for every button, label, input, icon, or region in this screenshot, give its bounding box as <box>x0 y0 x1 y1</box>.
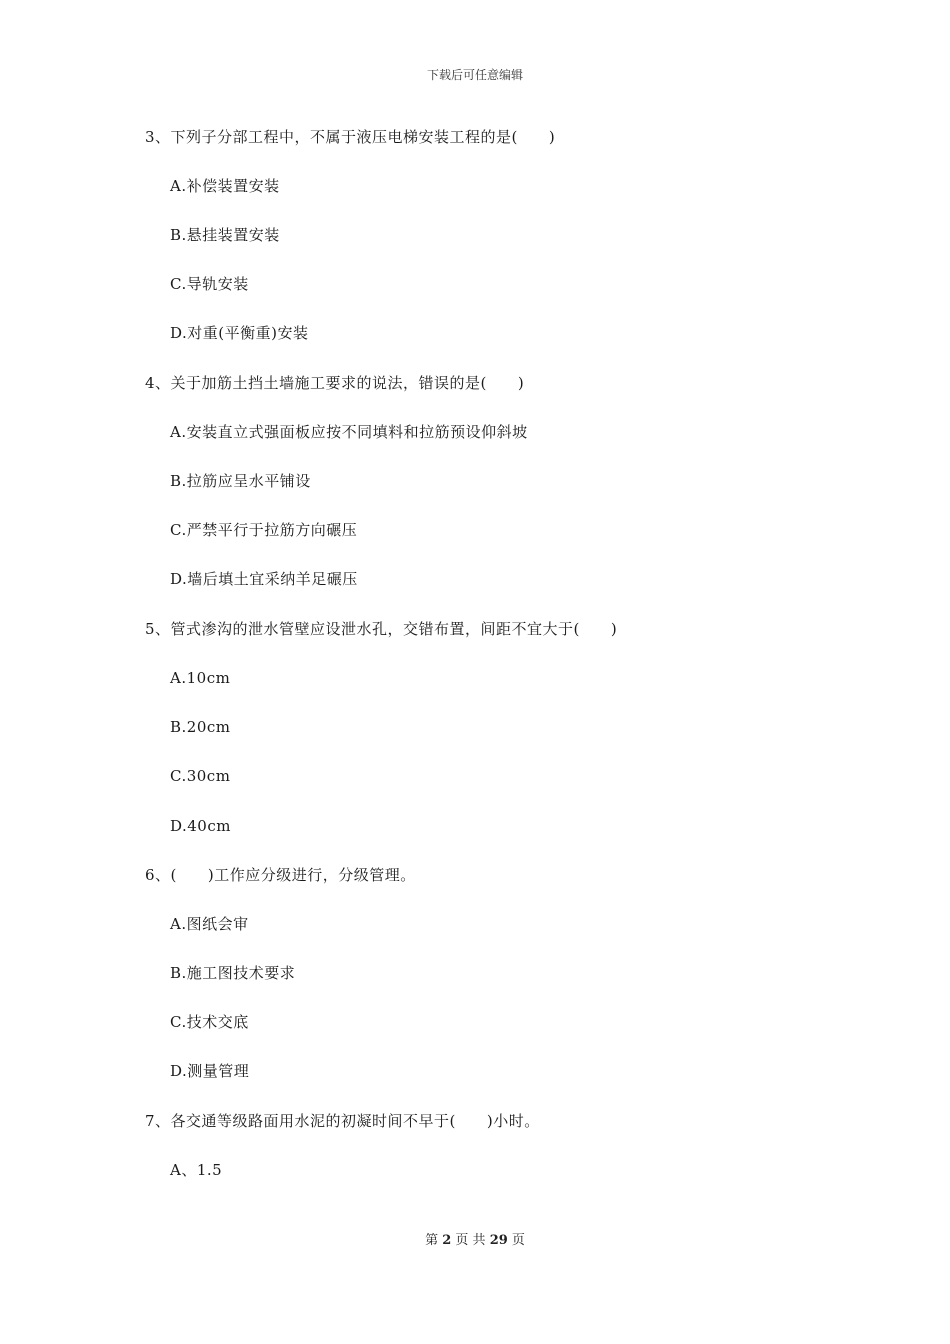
question-4-option-d: D.墙后填土宜采纳羊足碾压 <box>170 570 358 588</box>
question-4-option-b: B.拉筋应呈水平铺设 <box>170 472 311 490</box>
question-3-option-d: D.对重(平衡重)安装 <box>170 324 309 342</box>
footer-suffix: 页 <box>511 1233 525 1248</box>
question-6-option-c: C.技术交底 <box>170 1013 249 1031</box>
question-3-option-c: C.导轨安装 <box>170 275 249 293</box>
question-5-option-c: C.30cm <box>170 767 231 785</box>
footer-middle: 页 共 <box>455 1233 486 1248</box>
question-3-option-b: B.悬挂装置安装 <box>170 226 280 244</box>
page-footer <box>0 1229 950 1248</box>
question-5-option-d: D.40cm <box>170 817 231 835</box>
question-7-option-a: A、1.5 <box>170 1161 223 1179</box>
question-5-stem: 5、管式渗沟的泄水管壁应设泄水孔，交错布置，间距不宜大于( ) <box>145 620 618 638</box>
footer-prefix: 第 <box>425 1233 439 1248</box>
question-5-option-b: B.20cm <box>170 718 231 736</box>
question-6-option-b: B.施工图技术要求 <box>170 964 296 982</box>
footer-page-number: 2 <box>442 1233 452 1248</box>
question-5-option-a: A.10cm <box>170 669 231 687</box>
question-3-stem: 3、下列子分部工程中，不属于液压电梯安装工程的是( ) <box>145 128 556 146</box>
question-7-stem: 7、各交通等级路面用水泥的初凝时间不早于( )小时。 <box>145 1112 540 1130</box>
question-4-stem: 4、关于加筋土挡土墙施工要求的说法，错误的是( ) <box>145 374 525 392</box>
question-6-stem: 6、( )工作应分级进行，分级管理。 <box>145 866 416 884</box>
question-3-option-a: A.补偿装置安装 <box>170 177 280 195</box>
footer-total-pages: 29 <box>489 1233 508 1248</box>
question-4-option-c: C.严禁平行于拉筋方向碾压 <box>170 521 358 539</box>
page-header: 下载后可任意编辑 <box>426 68 523 82</box>
question-4-option-a: A.安装直立式强面板应按不同填料和拉筋预设仰斜坡 <box>170 423 528 441</box>
question-6-option-a: A.图纸会审 <box>170 915 249 933</box>
question-6-option-d: D.测量管理 <box>170 1062 250 1080</box>
